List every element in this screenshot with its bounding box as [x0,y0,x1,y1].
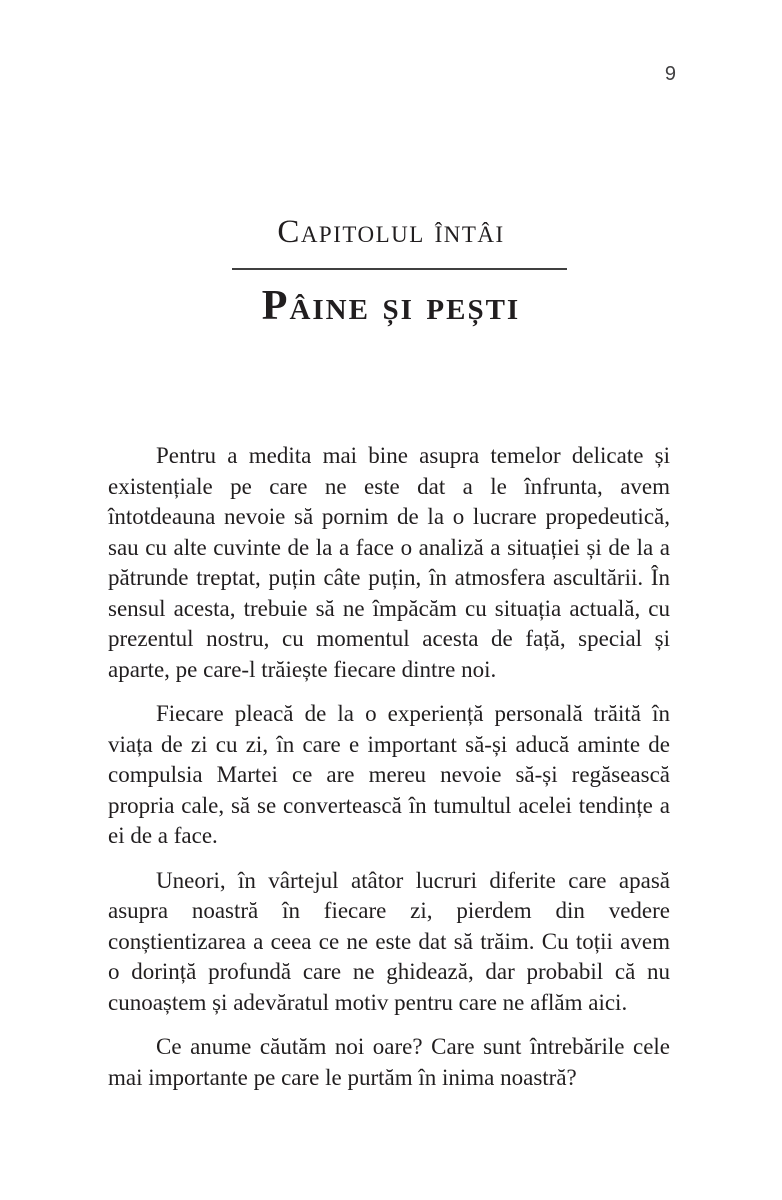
body-paragraph: Fiecare pleacă de la o experiență personală trăită în viața de zi cu zi, în care e important să-și aducă aminte de compulsia Martei ce are mereu nevoie să-și regăsească propria cale, să se convertească în tumultul acelei tendințe a ei de a face. [108,701,670,848]
page-number: 9 [664,63,676,85]
body-paragraph: Pentru a medita mai bine asupra temelor delicate și existențiale pe care ne este dat a le înfrunta, avem întotdeauna nevoie să pornim de la o lucrare propedeutică, sau cu alte cuvinte de la a face o analiză a situației și de la a pătrunde treptat, puțin câte puțin, în atmosfera ascultării. În sensul acesta, trebuie să ne împăcăm cu situația actuală, cu prezentul nostru, cu momentul acesta de față, special și aparte, pe care-l trăiește fiecare dintre noi. [108,443,670,682]
chapter-label: Capitolul întâi [277,214,505,250]
body-paragraph: Ce anume căutăm noi oare? Care sunt întrebările cele mai importante pe care le purtăm în inima noastră? [108,1034,670,1090]
chapter-title: Pâine și pești [261,283,521,329]
chapter-divider-rule [232,268,567,270]
body-text [108,441,670,1107]
body-paragraph: Uneori, în vârtejul atâtor lucruri diferite care apasă asupra noastră în fiecare zi, pierdem din vedere conștientizarea a ceea ce ne este dat să trăim. Cu toții avem o dorință profundă care ne ghidează, dar probabil că nu cunoaștem și adevăratul motiv pentru care ne aflăm aici. [108,867,670,1015]
